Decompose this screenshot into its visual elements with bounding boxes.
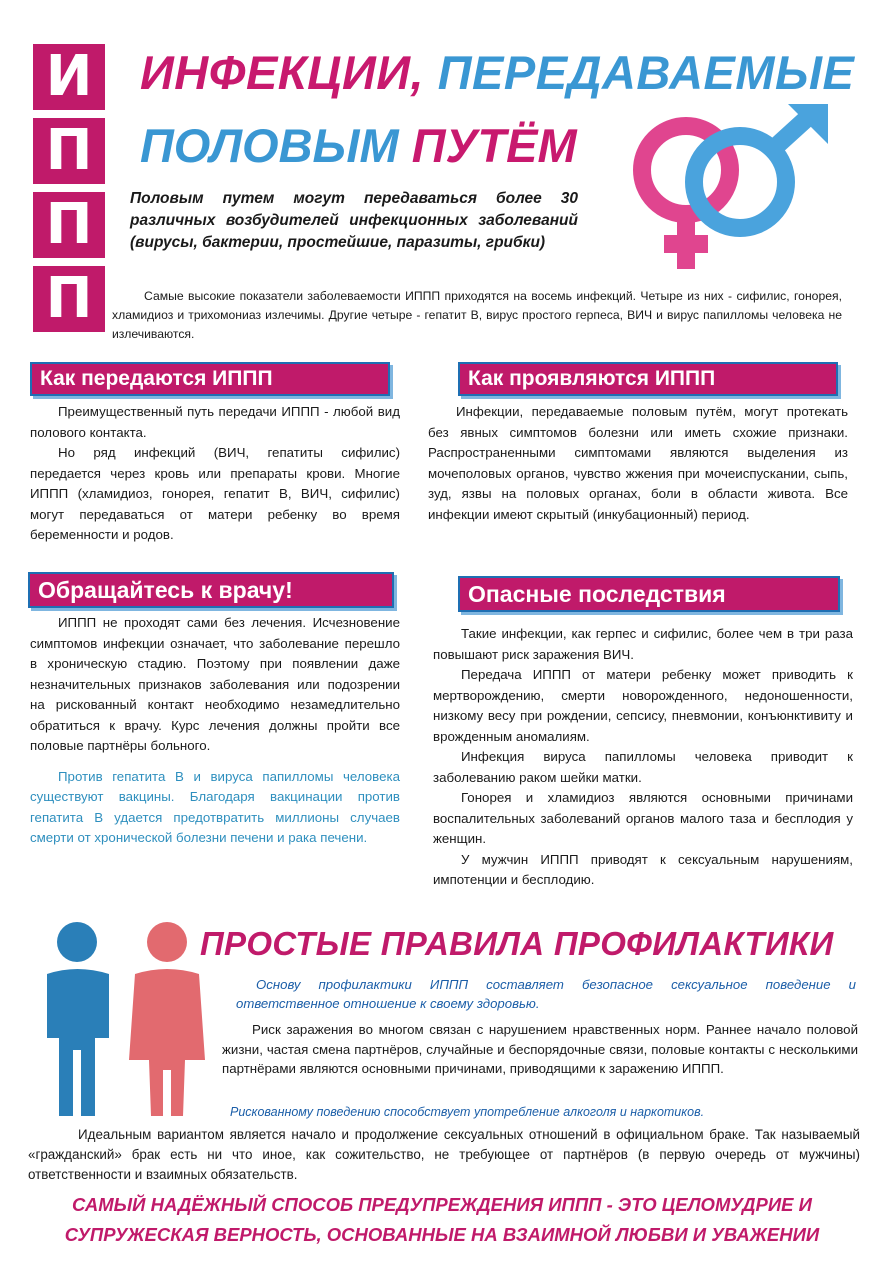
acronym-letter: П [33, 192, 105, 258]
paragraph: Инфекция вируса папилломы человека приводит к заболеванию раком шейки матки. [433, 749, 853, 785]
paragraph: Но ряд инфекций (ВИЧ, гепатиты сифилис) передается через кровь или препараты крови. Многие ИППП (хламидиоз, гонорея, гепатит В, ВИЧ, сифилис) могут передаваться от матери ребенку во время беременности и родов. [30, 445, 400, 542]
vaccine-note: Против гепатита В и вируса папилломы человека существуют вакцины. Благодаря вакцинации против гепатита В удается предотвратить миллионы случаев смерти от хронической болезни печени и рака печени. [30, 768, 400, 845]
acronym-letter: П [33, 118, 105, 184]
paragraph: Такие инфекции, как герпес и сифилис, более чем в три раза повышают риск заражения ВИЧ. [433, 626, 853, 662]
title-part: ПОЛОВЫМ [140, 119, 412, 172]
paragraph: ИППП не проходят сами без лечения. Исчезновение симптомов инфекции означает, что заболевание перешло в хроническую стадию. Поэтому при появлении даже незначительных признаков заболевания или подозрении на рискованный контакт необходимо незамедлительно обратиться к врачу. Курс лечения должны пройти все половые партнёры больного. [30, 615, 400, 753]
intro-text: Самые высокие показатели заболеваемости ИППП приходятся на восемь инфекций. Четыре из них - сифилис, гонорея, хламидиоз и трихомониаз излечимы. Другие четыре - гепатит В, вирус простого герпеса, ВИЧ и вирус папилломы человека не излечиваются. [112, 289, 842, 341]
ideal-text: Идеальным вариантом является начало и продолжение сексуальных отношений в официальном браке. Так называемый «гражданский» брак есть ни что иное, как сожительство, не требующее от партнёров (в первую очередь от мужчины) ответственности и взаимных обязательств. [28, 1127, 860, 1182]
lead-text: Половым путем могут передаваться более 30 различных возбудителей инфекционных заболеваний (вирусы, бактерии, простейшие, паразиты, грибки) [130, 190, 578, 251]
gender-symbols-icon [606, 104, 834, 274]
heading-consequences: Опасные последствия [458, 576, 840, 612]
title-part: ПЕРЕДАВАЕМЫЕ [437, 46, 855, 99]
transmission-text [30, 402, 400, 546]
doctor-text [30, 613, 400, 849]
page-title-line2 [140, 118, 577, 173]
paragraph: Инфекции, передаваемые половым путём, могут протекать без явных симптомов болезни или иметь схожие признаки. Распространенными симптомами являются выделения из мочеполовых органов, чувство жжения при мочеиспускании, сыпь, зуд, язвы на половых органах, боли в области живота. Все инфекции имеют скрытый (инкубационный) период. [428, 404, 848, 522]
heading-transmission: Как передаются ИППП [30, 362, 390, 396]
prevention-lead: Основу профилактики ИППП составляет безопасное сексуальное поведение и ответственное отношение к своему здоровью. [236, 977, 856, 1011]
prevention-text: Риск заражения во многом связан с нарушением нравственных норм. Раннее начало половой жизни, частая смена партнёров, случайные и беспорядочные связи, половые контакты с несколькими партнёрами являются основными причинами, приводящими к заражению ИППП. [222, 1022, 858, 1076]
paragraph: У мужчин ИППП приводят к сексуальным нарушениям, импотенции и бесплодию. [433, 851, 853, 887]
heading-doctor: Обращайтесь к врачу! [28, 572, 394, 608]
man-woman-icon [25, 920, 225, 1120]
prevention-title: ПРОСТЫЕ ПРАВИЛА ПРОФИЛАКТИКИ [200, 925, 834, 962]
page-title-line1 [140, 45, 854, 100]
title-part: ИНФЕКЦИИ, [140, 46, 425, 99]
heading-symptoms: Как проявляются ИППП [458, 362, 838, 396]
acronym-letter: П [33, 266, 105, 332]
prevention-note: Рискованному поведению способствует употребление алкоголя и наркотиков. [230, 1105, 705, 1119]
final-slogan: САМЫЙ НАДЁЖНЫЙ СПОСОБ ПРЕДУПРЕЖДЕНИЯ ИППП - ЭТО ЦЕЛОМУДРИЕ И СУПРУЖЕСКАЯ ВЕРНОСТЬ, ОСНОВАННЫЕ НА ВЗАИМНОЙ ЛЮБВИ И УВАЖЕНИИ [64, 1194, 820, 1245]
paragraph: Передача ИППП от матери ребенку может приводить к мертворождению, смерти новорожденного, недоношенности, низкому весу при рождении, сепсису, пневмонии, конъюнктивиту и врожденным аномалиям. [433, 667, 853, 744]
symptoms-text [428, 402, 848, 525]
paragraph: Гонорея и хламидиоз являются основными причинами воспалительных заболеваний органов малого таза и бесплодия у женщин. [433, 790, 853, 846]
acronym-vertical [33, 44, 105, 340]
consequences-text [433, 624, 853, 891]
title-part: ПУТЁМ [411, 119, 577, 172]
paragraph: Преимущественный путь передачи ИППП - любой вид полового контакта. [30, 404, 400, 440]
acronym-letter: И [33, 44, 105, 110]
